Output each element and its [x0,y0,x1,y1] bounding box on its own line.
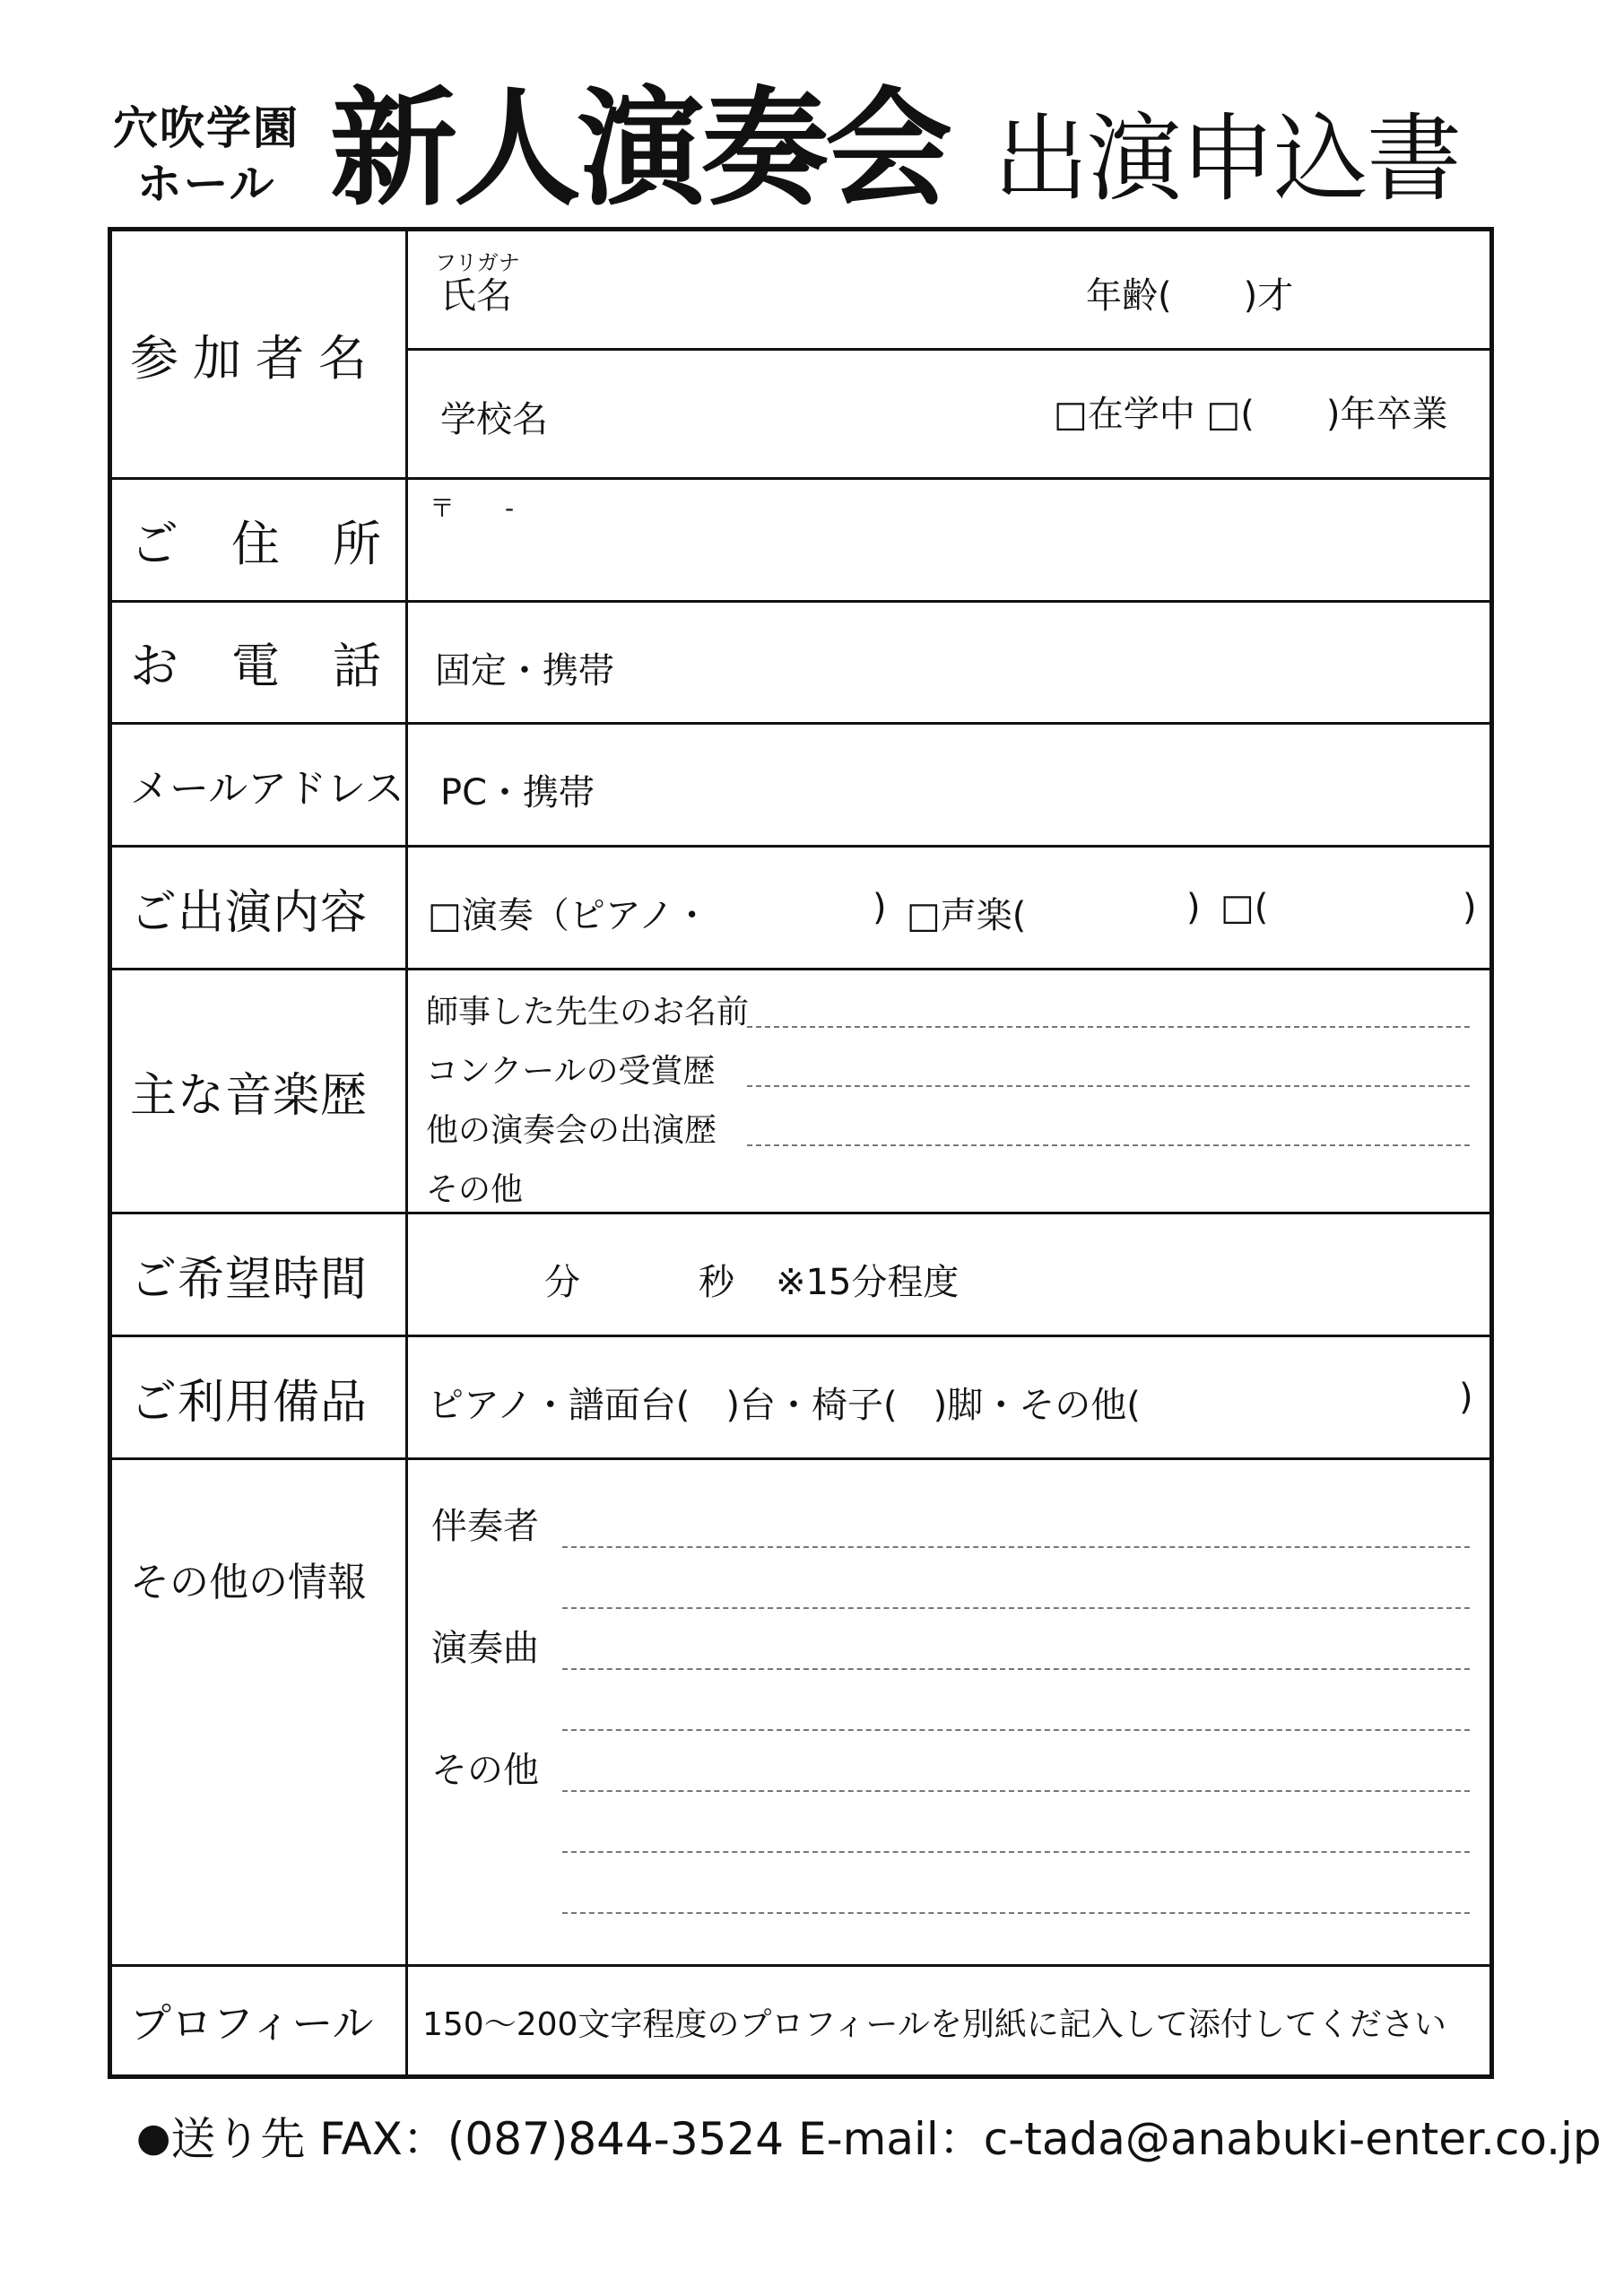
history-teacher: 師事した先生のお名前 [426,994,750,1031]
row-phone [112,603,1489,725]
row-time [112,1214,1489,1337]
row-history [112,970,1489,1214]
label-phone [112,603,408,722]
history-fields [408,970,1489,1212]
label-equipment-text: ご利用備品 [130,1375,369,1430]
label-participant-text: 参加者名 [130,329,381,387]
label-phone-text: お 電 話 [130,638,381,694]
other-line[interactable] [562,1790,1470,1792]
label-profile-text: プロフィール [130,1999,374,2048]
submission-contact: 送り先 FAX：(087)844-3524 E-mail：c-tada@anabuki-enter.co.jp [170,2113,1602,2165]
label-address [112,480,408,600]
email-type: PC・携帯 [440,772,595,813]
label-other-info [112,1460,408,1964]
checkbox-piano[interactable]: □演奏（ピアノ・ [428,895,710,936]
school-status-checkboxes[interactable]: □在学中 □( )年卒業 [1054,394,1448,435]
row-performance [112,848,1489,970]
accompanist-label: 伴奏者 [431,1506,539,1547]
row-profile [112,1967,1489,2074]
piano-close-paren: ) [873,887,887,928]
application-form [108,227,1494,2079]
history-concerts: 他の演奏会の出演歴 [426,1112,717,1149]
row-participant [112,231,1489,480]
school-field[interactable]: 学校名 [440,399,548,440]
history-concerts-line[interactable] [747,1144,1470,1146]
label-equipment [112,1337,408,1457]
row-equipment [112,1337,1489,1460]
name-field[interactable]: 氏名 [440,275,512,317]
label-performance [112,848,408,968]
label-history-text: 主な音楽歴 [130,1069,369,1123]
email-field[interactable] [408,725,1489,845]
label-history [112,970,408,1212]
other-label: その他 [431,1750,539,1791]
piece-line-2[interactable] [562,1729,1470,1731]
participant-divider [408,348,1489,351]
minutes-unit: 分 [544,1262,580,1303]
label-email-text: メールアドレス [130,766,404,812]
address-field[interactable] [408,480,1489,600]
postal-code-field[interactable]: 〒 - [430,493,515,523]
phone-field[interactable] [408,603,1489,722]
label-performance-text: ご出演内容 [130,885,369,940]
label-profile [112,1967,408,2074]
bullet-icon: ● [136,2115,171,2161]
time-note: ※15分程度 [776,1262,960,1303]
vocal-close-paren: ) [1186,887,1201,928]
other-close-paren: ) [1463,887,1477,928]
org-line-1: 穴吹学園 [113,102,300,154]
row-email [112,725,1489,848]
other-line-2[interactable] [562,1851,1470,1853]
checkbox-other[interactable]: □( [1220,887,1269,928]
piece-label: 演奏曲 [431,1628,539,1669]
history-competition-line[interactable] [747,1085,1470,1087]
history-competition: コンクールの受賞歴 [426,1053,716,1090]
time-fields[interactable] [408,1214,1489,1335]
org-line-2: ホール [136,158,276,210]
page-title: 新人演奏会 [330,75,949,223]
label-participant [112,231,408,477]
performance-options [408,848,1489,968]
profile-note-area [408,1967,1489,2074]
organizer-logo-text [90,100,323,212]
label-time [112,1214,408,1335]
equipment-fields[interactable] [408,1337,1489,1457]
seconds-unit: 秒 [699,1262,734,1303]
age-field[interactable]: 年齢( )才 [1086,275,1294,317]
phone-type: 固定・携帯 [435,650,614,691]
checkbox-vocal[interactable]: □声楽( [907,895,1027,936]
row-address [112,480,1489,603]
history-teacher-line[interactable] [747,1026,1470,1028]
accompanist-line[interactable] [562,1546,1470,1548]
piece-line[interactable] [562,1668,1470,1670]
furigana-label: フリガナ [435,250,520,275]
accompanist-line-2[interactable] [562,1607,1470,1609]
equipment-close-paren: ) [1459,1377,1473,1418]
page-subtitle: 出演申込書 [994,104,1460,214]
label-address-text: ご 住 所 [130,515,381,572]
label-email [112,725,408,845]
submission-info [136,2103,1602,2168]
profile-instruction: 150〜200文字程度のプロフィールを別紙に記入して添付してください [422,2006,1446,2043]
equipment-list: ピアノ・譜面台( )台・椅子( )脚・その他( [428,1385,1141,1426]
history-other: その他 [426,1171,524,1208]
label-other-info-text: その他の情報 [130,1560,367,1605]
other-line-3[interactable] [562,1912,1470,1914]
participant-fields [408,231,1489,477]
row-other-info [112,1460,1489,1967]
other-info-fields [408,1460,1489,1964]
label-time-text: ご希望時間 [130,1252,369,1307]
